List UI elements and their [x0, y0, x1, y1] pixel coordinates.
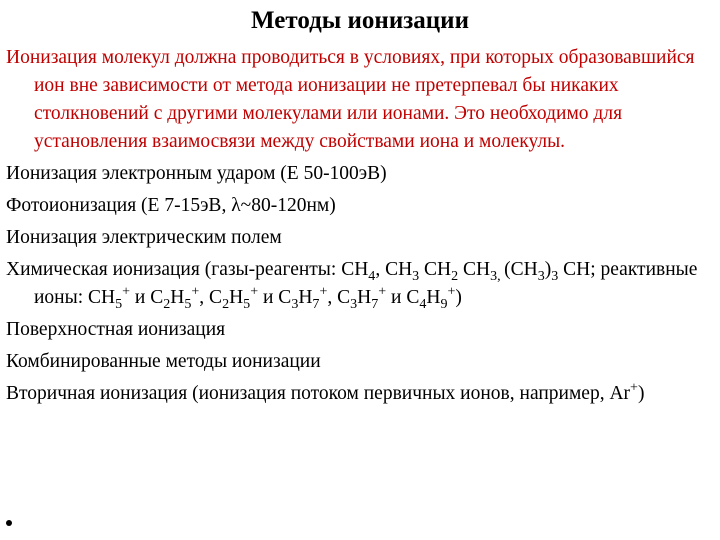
chem-text: и C — [130, 287, 164, 308]
chem-text: H — [298, 287, 313, 308]
method-chemical-ionization — [6, 256, 706, 312]
method-combined: Комбинированные методы ионизации — [6, 351, 321, 372]
chem-text: CH — [458, 259, 491, 280]
secondary-text: Вторичная ионизация (ионизация потоком первичных ионов, например, Ar — [6, 383, 631, 404]
chem-sup: + — [378, 283, 387, 300]
chem-sup: + — [191, 283, 200, 300]
chem-sub: 5 — [184, 295, 192, 312]
chem-sub: 3 — [350, 295, 358, 312]
chem-text: ) — [544, 259, 552, 280]
chem-text: , C — [199, 287, 223, 308]
chem-text: и C — [258, 287, 292, 308]
chem-sub: 2 — [451, 267, 459, 284]
method-secondary-ionization — [6, 380, 706, 408]
chem-sup: + — [319, 283, 328, 300]
chem-sub: 3 — [537, 267, 545, 284]
chem-text: CH — [419, 259, 452, 280]
chem-sub: 3 — [551, 267, 559, 284]
chem-text: H — [170, 287, 185, 308]
empty-bullet-icon — [6, 520, 12, 526]
chem-sub: 2 — [222, 295, 230, 312]
method-surface-ionization: Поверхностная ионизация — [6, 319, 226, 340]
chem-sup: + — [122, 283, 131, 300]
chem-sub: 4 — [419, 295, 427, 312]
chem-text: и C — [386, 287, 420, 308]
chem-sup: + — [447, 283, 456, 300]
chem-text: , C — [327, 287, 351, 308]
secondary-text: ) — [637, 383, 645, 404]
chem-sub: 5 — [243, 295, 251, 312]
chem-text: ) — [455, 287, 462, 308]
secondary-sup: + — [630, 379, 638, 396]
chem-sub: 3 — [291, 295, 299, 312]
chem-text: CH; реактивные ионы: CH — [34, 259, 698, 308]
chem-text: Химическая ионизация (газы-реагенты: CH — [6, 259, 369, 280]
chem-sub: 3 — [412, 267, 420, 284]
chem-text: H — [357, 287, 372, 308]
chem-sup: + — [250, 283, 259, 300]
chem-sub: 3, — [490, 267, 505, 284]
chem-sub: 2 — [163, 295, 171, 312]
page-title: Методы ионизации — [251, 7, 469, 34]
method-electron-impact: Ионизация электронным ударом (Е 50-100эВ) — [6, 163, 387, 184]
chem-sub: 5 — [115, 295, 123, 312]
chem-text: H — [229, 287, 244, 308]
slide-body — [6, 44, 706, 412]
chem-sub: 9 — [440, 295, 448, 312]
method-field-ionization: Ионизация электрическим полем — [6, 227, 282, 248]
chem-sub: 4 — [368, 267, 376, 284]
intro-paragraph: Ионизация молекул должна проводиться в условиях, при которых образовавшийся ион вне зависимости от метода ионизации не претерпевал бы никаких столкновений с другими молекулами или ионами. Это необходимо для установления взаимосвязи между свойствами иона и молекулы. — [6, 47, 695, 152]
chem-text: (CH — [504, 259, 538, 280]
method-photoionization: Фотоионизация (Е 7-15эВ, λ~80-120нм) — [6, 195, 336, 216]
chem-sub: 7 — [371, 295, 379, 312]
chem-text: H — [426, 287, 441, 308]
chem-sub: 7 — [312, 295, 320, 312]
chem-text: , CH — [375, 259, 413, 280]
